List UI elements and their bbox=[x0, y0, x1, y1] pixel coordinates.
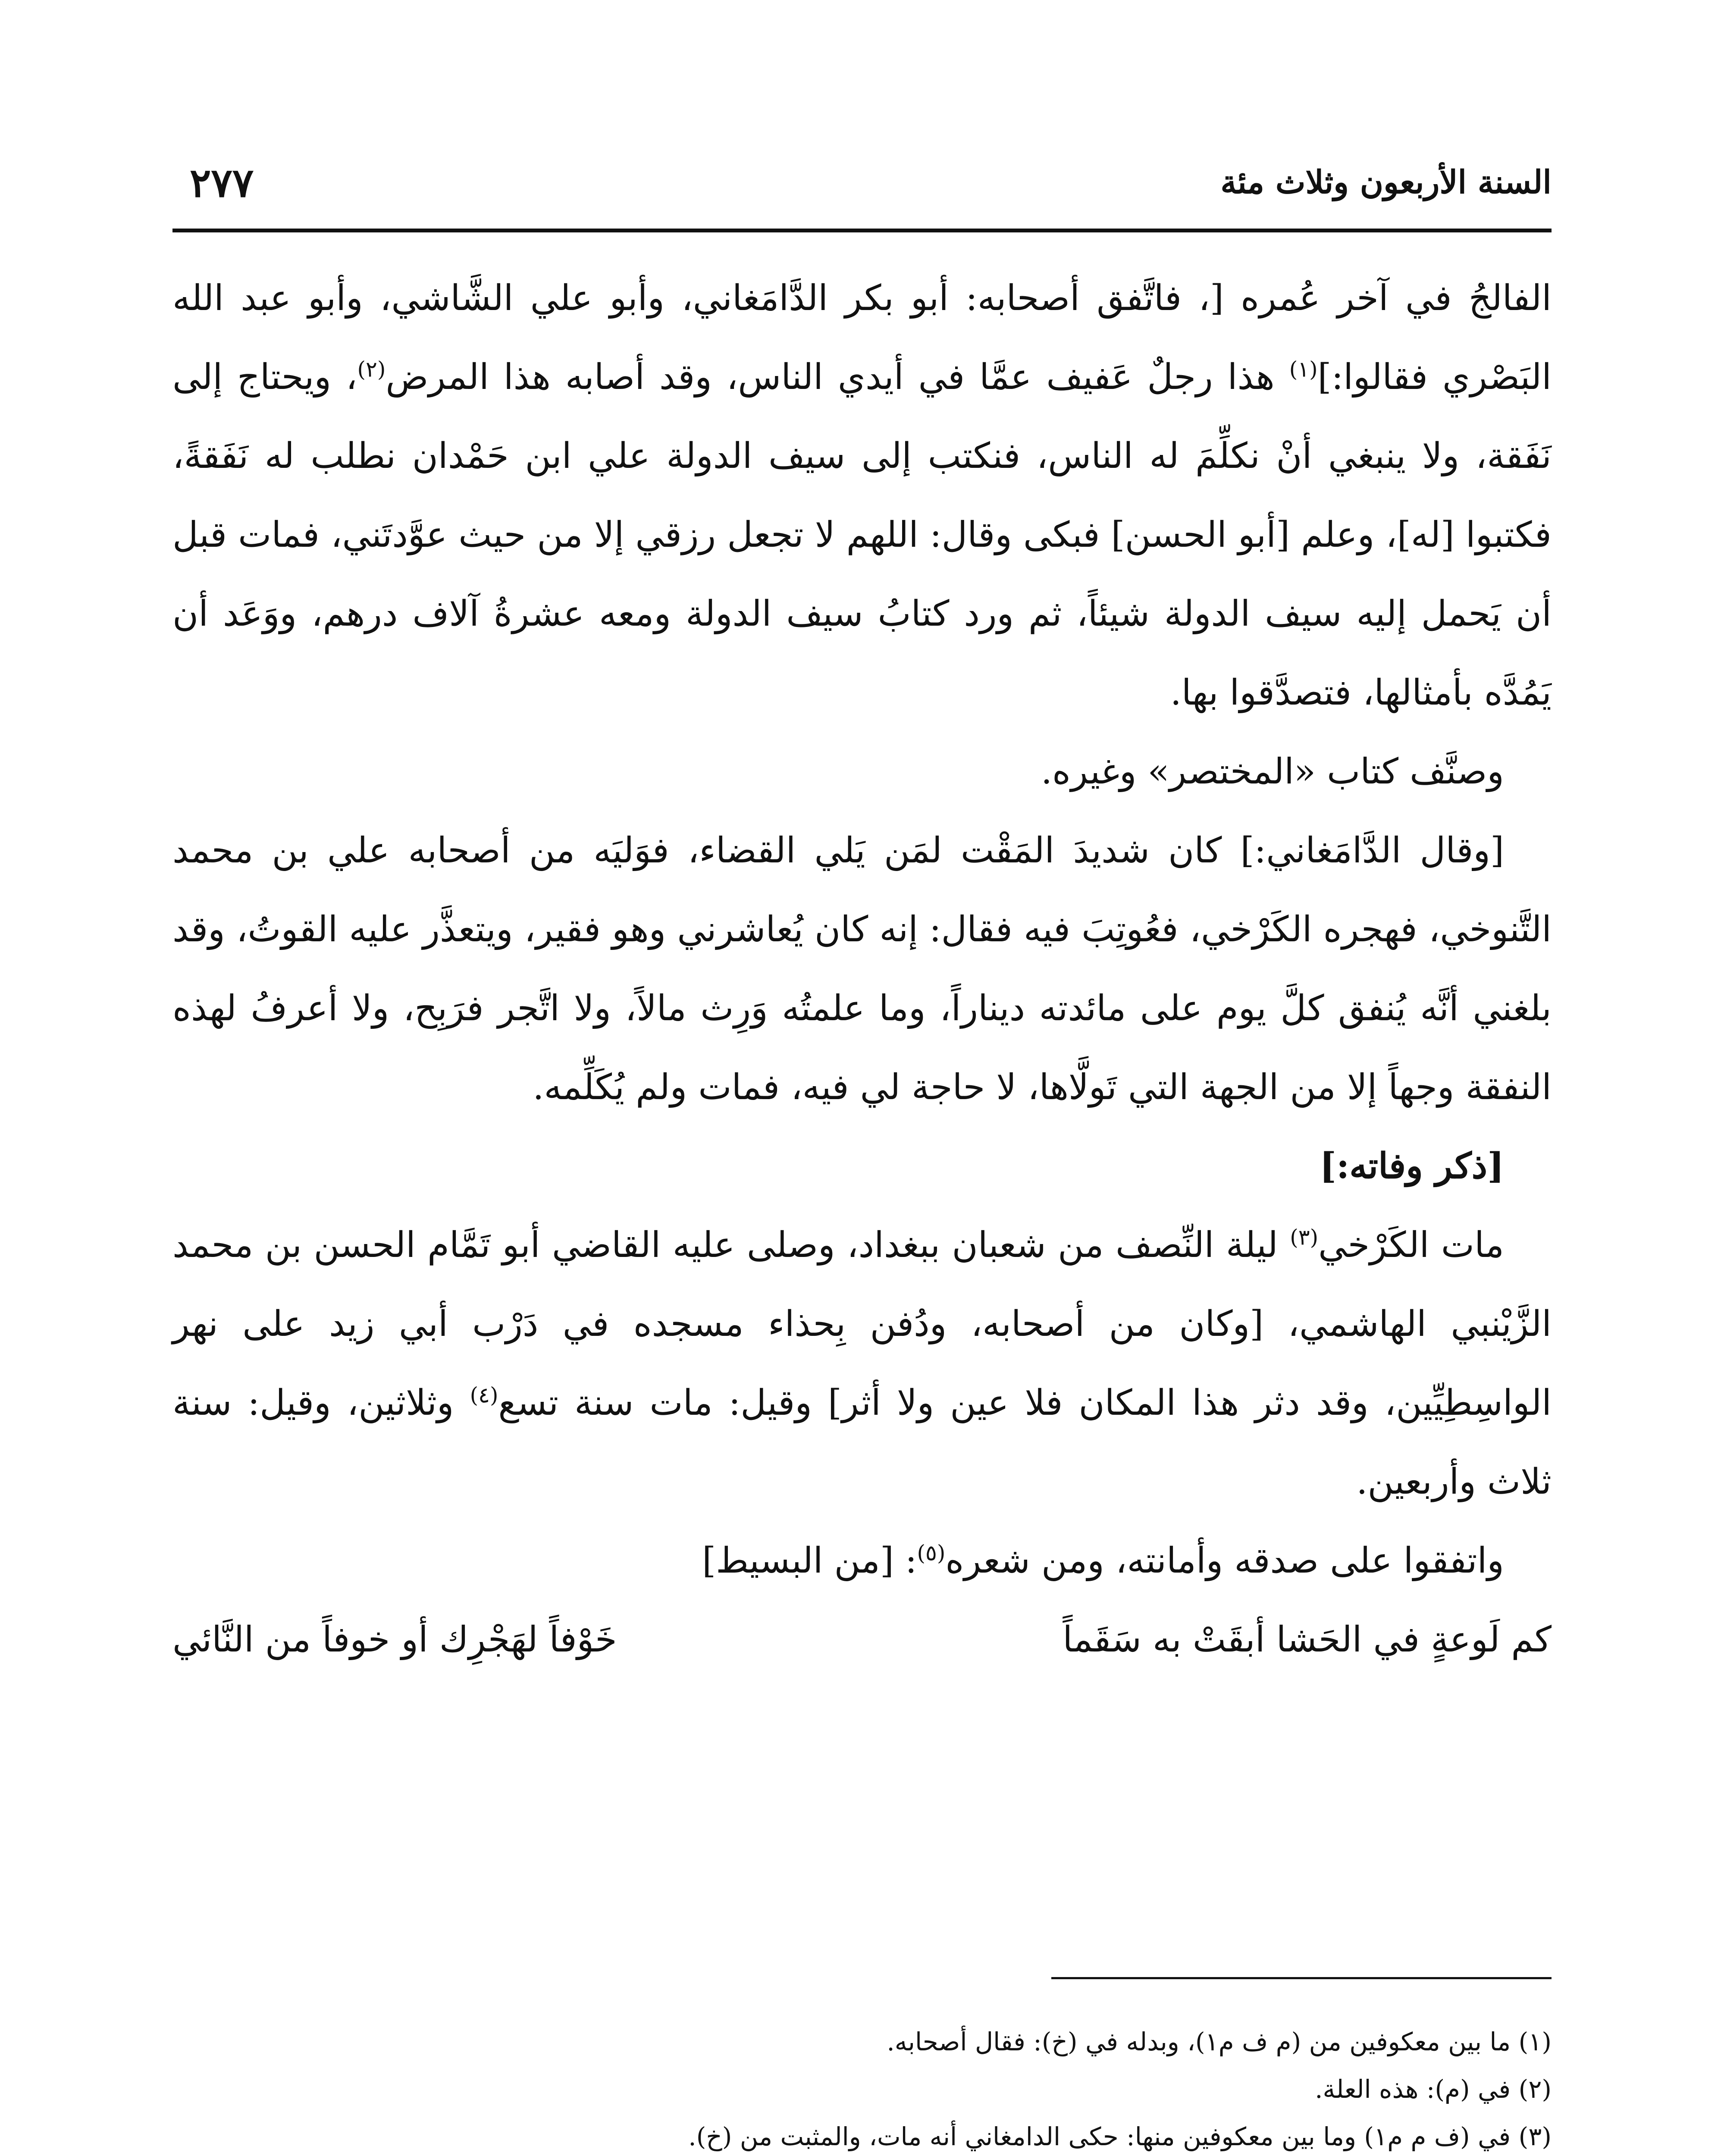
footnote-rule bbox=[1051, 1977, 1552, 1979]
paragraph: الفالجُ في آخر عُمره [، فاتَّفق أصحابه: أبو بكر الدَّامَغاني، وأبو علي الشَّاشي، وأبو عبد الله البَصْري فقالوا:]$^{(١)}$ هذا رجلٌ عَفيف عمَّا في أيدي الناس، وقد أصابه هذا المرض$^{(٢)}$، ويحتاج إلى نَفَقة، ولا ينبغي أنْ نكلِّمَ له الناس، فنكتب إلى سيف الدولة علي ابن حَمْدان نطلب له نَفَقةً، فكتبوا [له]، وعلم [أبو الحسن] فبكى وقال: اللهم لا تجعل رزقي إلا من حيث عوَّدتَني، فمات قبل أن يَحمل إليه سيف الدولة شيئاً، ثم ورد كتابُ سيف الدولة ومعه عشرةُ آلاف درهم، ووَعَد أن يَمُدَّه بأمثالها، فتصدَّقوا بها. bbox=[172, 278, 1552, 713]
poetry-verse bbox=[172, 1600, 1552, 1679]
footnote-ref[interactable]: (٢) bbox=[357, 357, 386, 382]
footnote-ref[interactable]: (٣) bbox=[1290, 1225, 1319, 1250]
verse-first-hemistich: كم لَوعةٍ في الحَشا أبقَتْ به سَقَماً bbox=[1063, 1619, 1552, 1660]
paragraph: [وقال الدَّامَغاني:] كان شديدَ المَقْت لمَن يَلي القضاء، فوَليَه من أصحابه علي بن محمد التَّنوخي، فهجره الكَرْخي، فعُوتِبَ فيه فقال: إنه كان يُعاشرني وهو فقير، ويتعذَّر عليه القوتُ، وقد بلغني أنَّه يُنفق كلَّ يوم على مائدته ديناراً، وما علمتُه وَرِث مالاً، ولا اتَّجر فرَبِح، ولا أعرفُ لهذه النفقة وجهاً إلا من الجهة التي تَولَّاها، لا حاجة لي فيه، فمات ولم يُكَلِّمه. bbox=[172, 830, 1552, 1108]
paragraph: واتفقوا على صدقه وأمانته، ومن شعره$^{(٥)}$: [من البسيط] bbox=[702, 1540, 1504, 1581]
footnote: (٢) في (م): هذه العلة. bbox=[1315, 2075, 1552, 2104]
footnote-ref[interactable]: (٤) bbox=[470, 1382, 498, 1408]
header-rule bbox=[172, 229, 1552, 232]
paragraph: وصنَّف كتاب «المختصر» وغيره. bbox=[1041, 751, 1504, 792]
footnote-ref[interactable]: (١) bbox=[1289, 357, 1318, 382]
running-head bbox=[172, 160, 1552, 216]
section-heading: [ذكر وفاته:] bbox=[1320, 1145, 1504, 1187]
main-text bbox=[172, 259, 1552, 1679]
chapter-title: السنة الأربعون وثلاث مئة bbox=[1220, 164, 1552, 201]
footnote-ref[interactable]: (٥) bbox=[917, 1540, 946, 1566]
footnote: (٣) في (ف م م١) وما بين معكوفين منها: حكى الدامغاني أنه مات، والمثبت من (خ). bbox=[688, 2122, 1552, 2151]
verse-second-hemistich: خَوْفاً لهَجْرِك أو خوفاً من النَّائي bbox=[172, 1619, 617, 1660]
paragraph: مات الكَرْخي$^{(٣)}$ ليلة النِّصف من شعبان ببغداد، وصلى عليه القاضي أبو تَمَّام الحسن بن محمد الزَّيْنبي الهاشمي، [وكان من أصحابه، ودُفن بِحذاء مسجده في دَرْب أبي زيد على نهر الواسِطِيِّين، وقد دثر هذا المكان فلا عين ولا أثر] وقيل: مات سنة تسع$^{(٤)}$ وثلاثين، وقيل: سنة ثلاث وأربعين. bbox=[172, 1225, 1552, 1502]
footnote: (١) ما بين معكوفين من (م ف م١)، وبدله في (خ): فقال أصحابه. bbox=[887, 2027, 1552, 2056]
footnotes bbox=[172, 2018, 1552, 2156]
page-number: ٢٧٧ bbox=[190, 160, 254, 206]
